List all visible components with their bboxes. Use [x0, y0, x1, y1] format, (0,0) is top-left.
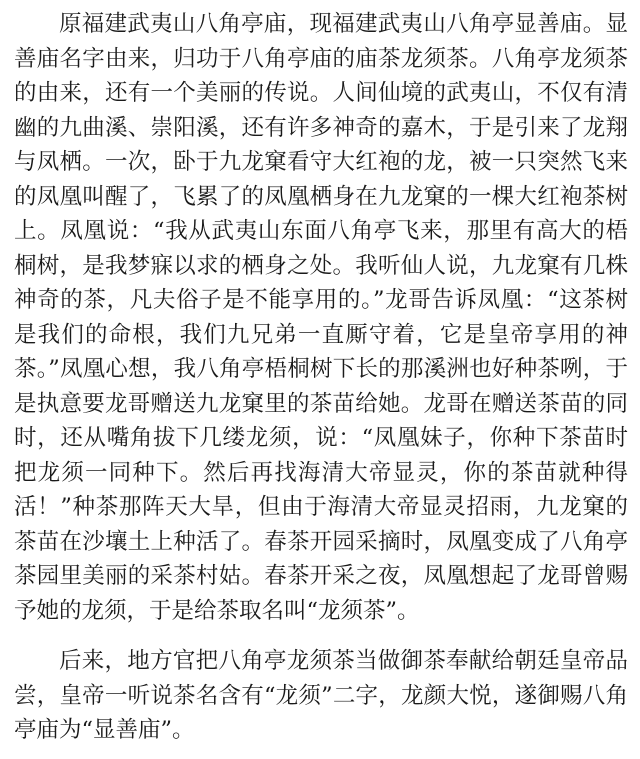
paragraph-imperial-naming: 后来，地方官把八角亭龙须茶当做御茶奉献给朝廷皇帝品尝，皇帝一听说茶名含有“龙须”二字，龙颜大悦，遂御赐八角亭庙为“显善庙”。 — [14, 648, 628, 743]
paragraph-legend: 原福建武夷山八角亭庙，现福建武夷山八角亭显善庙。显善庙名字由来，归功于八角亭庙的庙茶龙须茶。八角亭龙须茶的由来，还有一个美丽的传说。人间仙境的武夷山，不仅有清幽的九曲溪、崇阳溪，还有许多神奇的嘉木，于是引来了龙翔与凤栖。一次，卧于九龙窠看守大红袍的龙，被一只突然飞来的凤凰叫醒了，飞累了的凤凰栖身在九龙窠的一棵大红袍茶树上。凤凰说：“我从武夷山东面八角亭飞来，那里有高大的梧桐树，是我梦寐以求的栖身之处。我听仙人说，九龙窠有几株神奇的茶，凡夫俗子是不能享用的。”龙哥告诉凤凰：“这茶树是我们的命根，我们九兄弟一直厮守着，它是皇帝享用的神茶。”凤凰心想，我八角亭梧桐树下长的那溪洲也好种茶咧，于是执意要龙哥赠送九龙窠里的茶苗给她。龙哥在赠送茶苗的同时，还从嘴角拔下几缕龙须，说：“凤凰妹子，你种下茶苗时把龙须一同种下。然后再找海清大帝显灵，你的茶苗就种得活！”种茶那阵天大旱，但由于海清大帝显灵招雨，九龙窠的茶苗在沙壤土上种活了。春茶开园采摘时，凤凰变成了八角亭茶园里美丽的采茶村姑。春茶开采之夜，凤凰想起了龙哥曾赐予她的龙须，于是给茶取名叫“龙须茶”。 — [14, 11, 628, 624]
article-body — [14, 7, 628, 748]
